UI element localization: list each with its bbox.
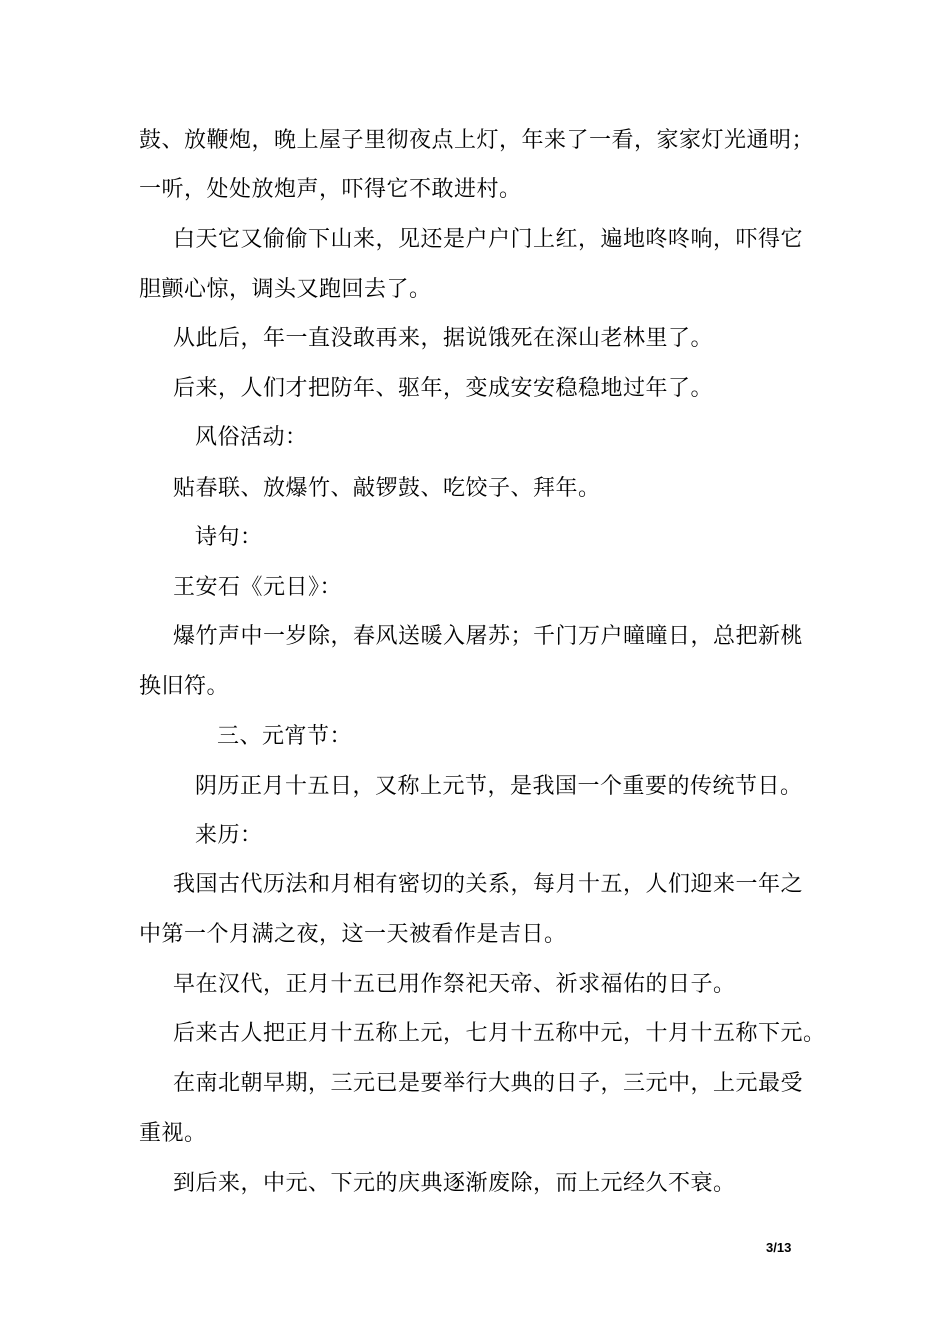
text-line: 一听，处处放炮声，吓得它不敢进村。	[139, 177, 522, 202]
section-heading: 风俗活动：	[195, 425, 308, 450]
text-line: 爆竹声中一岁除，春风送暖入屠苏；千门万户曈曈日，总把新桃	[173, 624, 804, 649]
text-line: 王安石《元日》：	[173, 575, 343, 600]
text-line: 阴历正月十五日，又称上元节，是我国一个重要的传统节日。	[195, 774, 803, 799]
text-line: 后来古人把正月十五称上元，七月十五称中元，十月十五称下元。	[173, 1021, 826, 1046]
text-line: 在南北朝早期，三元已是要举行大典的日子，三元中，上元最受	[173, 1071, 804, 1096]
text-line: 重视。	[139, 1121, 207, 1146]
text-line: 鼓、放鞭炮，晚上屋子里彻夜点上灯，年来了一看，家家灯光通明；	[139, 128, 815, 153]
text-line: 从此后，年一直没敢再来，据说饿死在深山老林里了。	[173, 326, 714, 351]
text-line: 贴春联、放爆竹、敲锣鼓、吃饺子、拜年。	[173, 476, 601, 501]
text-line: 中第一个月满之夜，这一天被看作是吉日。	[139, 922, 567, 947]
text-line: 胆颤心惊，调头又跑回去了。	[139, 277, 432, 302]
text-line: 白天它又偷偷下山来，见还是户户门上红，遍地咚咚响，吓得它	[173, 227, 804, 252]
section-heading: 三、元宵节：	[217, 724, 353, 749]
text-line: 换旧符。	[139, 674, 230, 699]
section-heading: 诗句：	[195, 525, 263, 550]
page-number: 3/13	[766, 1240, 792, 1255]
section-heading: 来历：	[195, 823, 263, 848]
text-line: 早在汉代，正月十五已用作祭祀天帝、祈求福佑的日子。	[173, 972, 736, 997]
text-line: 后来，人们才把防年、驱年，变成安安稳稳地过年了。	[173, 376, 714, 401]
text-line: 我国古代历法和月相有密切的关系，每月十五，人们迎来一年之	[173, 872, 804, 897]
text-line: 到后来，中元、下元的庆典逐渐废除，而上元经久不衰。	[173, 1171, 736, 1196]
